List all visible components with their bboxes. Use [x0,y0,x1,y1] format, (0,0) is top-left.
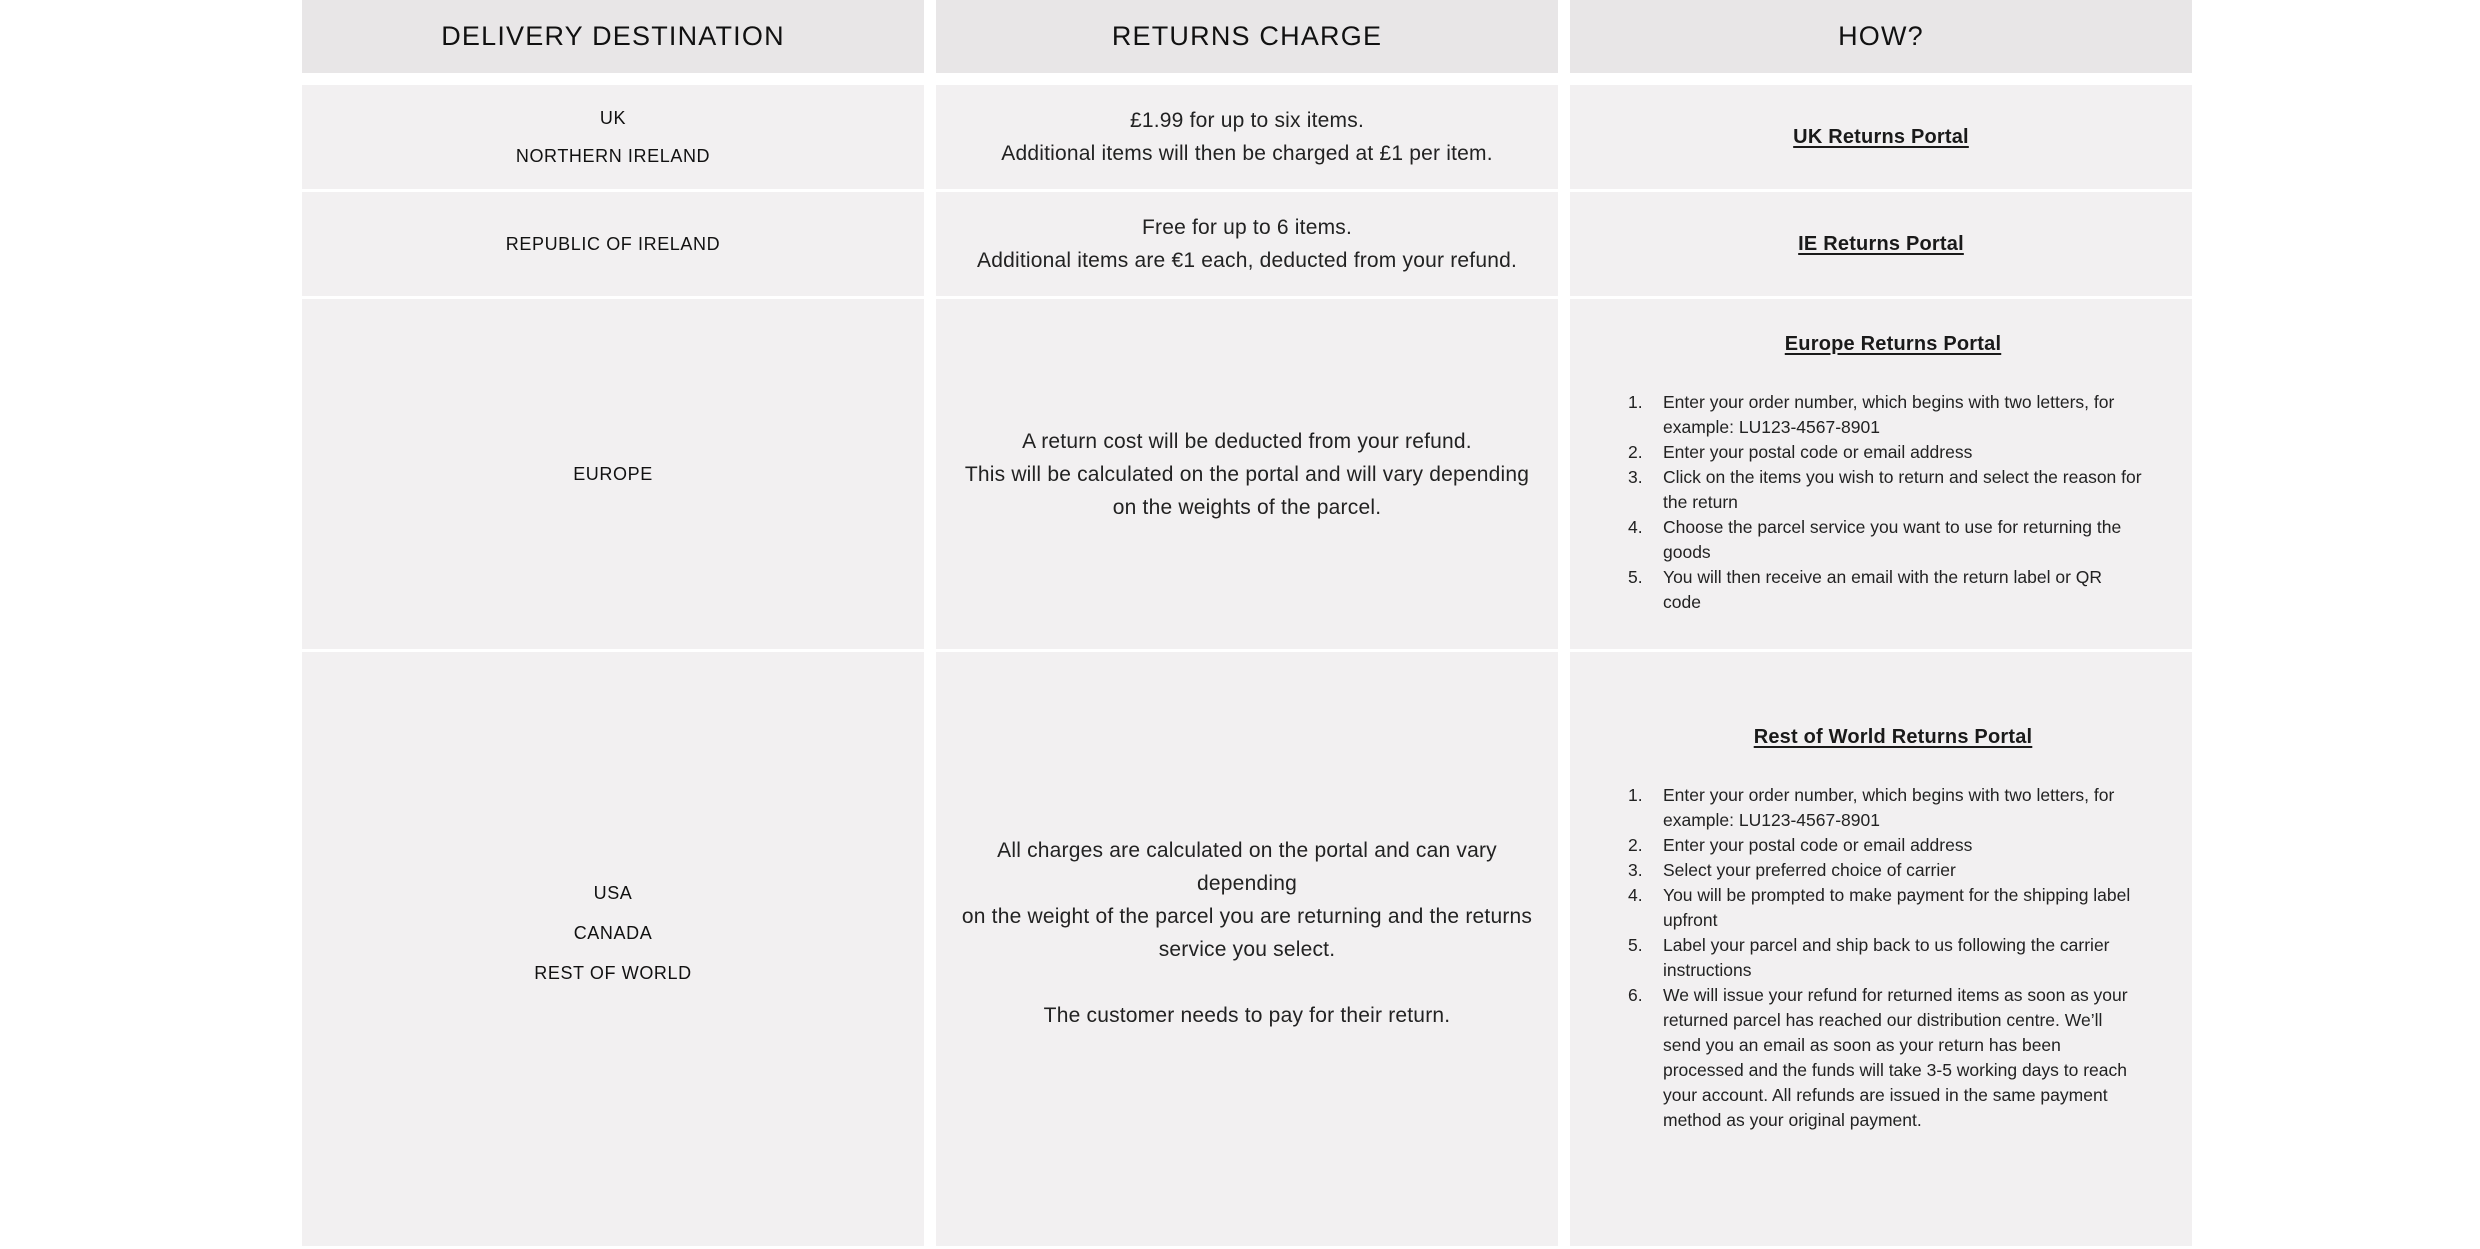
list-item: Enter your order number, which begins with two letters, for example: LU123-4567-8901 [1663,392,2115,437]
charge-cell-uk [936,85,1558,192]
europe-returns-portal-link[interactable]: Europe Returns Portal [1784,333,2002,355]
list-item: Label your parcel and ship back to us following the carrier instructions [1663,934,2110,980]
how-cell-ie [1570,192,2192,299]
destination-label: NORTHERN IRELAND [515,146,711,166]
rest-of-world-steps-list [1628,783,2144,1133]
header-how: HOW? [1570,0,2192,85]
list-item: Enter your postal code or email address [1663,834,1973,855]
list-item: Choose the parcel service you want to use for returning the goods [1663,517,2122,562]
destination-label: UK [599,108,627,128]
header-delivery-destination: DELIVERY DESTINATION [302,0,924,85]
destination-label: USA [593,883,633,903]
charge-line: Free for up to 6 items. [1141,216,1353,239]
charge-line: service you select. [1158,938,1336,961]
destination-cell-uk [302,85,924,192]
ie-returns-portal-link[interactable]: IE Returns Portal [1798,232,1964,255]
charge-note: The customer needs to pay for their return. [1043,1004,1451,1027]
destination-label: REST OF WORLD [534,963,692,983]
list-item: You will be prompted to make payment for the shipping label upfront [1663,884,2131,930]
list-item: Click on the items you wish to return and select the reason for the return [1663,467,2142,512]
destination-label: CANADA [573,923,653,943]
list-item: We will issue your refund for returned items as soon as your returned parcel has reached our distribution centre. We’ll send you an email as soon as your return has been processed and the funds will take 3-5 working days to reach your account. All refunds are issued in the same payment method as your original payment. [1663,984,2128,1130]
charge-line: All charges are calculated on the portal and can vary depending [997,839,1497,895]
list-item: Enter your postal code or email address [1663,442,1973,462]
rest-of-world-instructions [1570,726,2192,1133]
how-cell-europe [1570,299,2192,652]
destination-label: EUROPE [573,464,653,484]
list-item: Select your preferred choice of carrier [1663,859,1956,880]
charge-line: Additional items will then be charged at £1 per item. [1001,142,1493,165]
destination-cell-europe [302,299,924,652]
charge-cell-rest-of-world [936,652,1558,1249]
charge-line: £1.99 for up to six items. [1130,109,1364,132]
how-cell-uk [1570,85,2192,192]
list-item: You will then receive an email with the return label or QR code [1663,567,2103,612]
rest-of-world-returns-portal-link[interactable]: Rest of World Returns Portal [1753,725,2033,748]
destination-label: REPUBLIC OF IRELAND [505,234,721,254]
charge-line: This will be calculated on the portal and will vary depending [964,462,1530,486]
uk-returns-portal-link[interactable]: UK Returns Portal [1793,125,1969,148]
charge-cell-ie [936,192,1558,299]
europe-steps-list [1628,390,2144,615]
charge-line: Additional items are €1 each, deducted from your refund. [976,249,1517,272]
charge-line: on the weights of the parcel. [1112,495,1382,519]
europe-instructions [1570,333,2192,615]
charge-line: on the weight of the parcel you are returning and the returns [961,905,1533,928]
destination-cell-rest-of-world [302,652,924,1249]
destination-cell-ie [302,192,924,299]
charge-line: A return cost will be deducted from your refund. [1022,429,1472,453]
list-item: Enter your order number, which begins with two letters, for example: LU123-4567-8901 [1663,784,2115,830]
how-cell-rest-of-world [1570,652,2192,1249]
header-returns-charge: RETURNS CHARGE [936,0,1558,85]
returns-table [302,0,2192,1249]
charge-cell-europe [936,299,1558,652]
